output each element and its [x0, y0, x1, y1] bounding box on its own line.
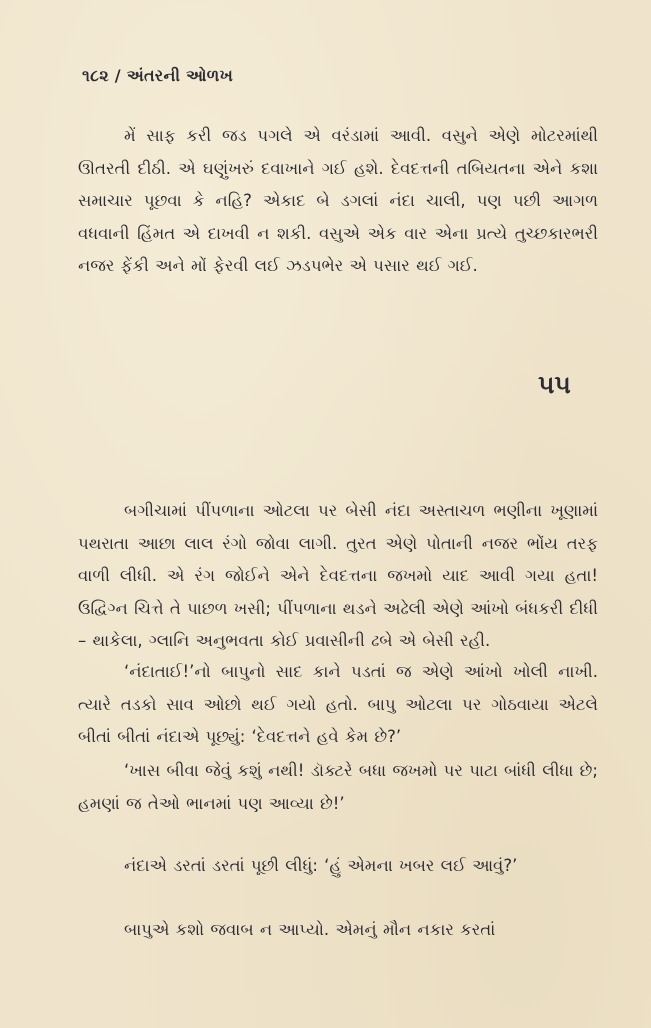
paragraph-5: નંદાએ ડરતાં ડરતાં પૂછી લીધું: ‘હું એમના ખબર લઈ આવું?’ [124, 856, 518, 875]
paragraph-3: ‘નંદાતાઈ!’નો બાપુનો સાદ કાને પડતાં જ એણે આંખો ખોલી નાખી. ત્યારે તડકો સાવ ઓછો થઈ ગયો હતો. બાપુ ઓટલા પર ગોઠવાયા એટલે બીતાં બીતાં નંદાએ પૂછ્યું: ‘દેવદત્તને હવે કેમ છે?’ [78, 662, 598, 746]
chapter-number: ૫૫ [538, 370, 571, 399]
running-header: ૧૮૨ / અંતરની ઓળખ [82, 66, 234, 85]
paragraph-1: મેં સાફ કરી જડ પગલે એ વરંડામાં આવી. વસુને એણે મોટરમાંથી ઊતરતી દીઠી. એ ઘણુંખરું દવાખાને ગઈ હશે. દેવદત્તની તબિયતના એને કશા સમાચાર પૂછવા કે નહિ? એકાદ બે ડગલાં નંદા ચાલી, પણ પછી આગળ વધવાની હિંમત એ દાખવી ન શકી. વસુએ એક વાર એના પ્રત્યે તુચ્છકારભરી નજર ફેંકી અને મોં ફેરવી લઈ ઝડપભેર એ પસાર થઈ ગઈ. [78, 126, 598, 275]
paragraph-4: ‘ખાસ બીવા જેવું કશું નથી! ડૉક્ટરે બધા જખમો પર પાટા બાંધી લીધા છે; હમણાં જ તેઓ ભાનમાં પણ આવ્યા છે!’ [78, 761, 598, 813]
paragraph-6: બાપુએ કશો જવાબ ન આપ્યો. એમનું મૌન નકાર કરતાં [124, 920, 496, 939]
paragraph-2: બગીચામાં પીંપળાના ઓટલા પર બેસી નંદા અસ્તાચળ ભણીના ખૂણામાં પથરાતા આછા લાલ રંગો જોવા લાગી. તુરત એણે પોતાની નજર ભોંય તરફ વાળી લીધી. એ રંગ જોઈને એને દેવદત્તના જખમો યાદ આવી ગયા હતા! ઉદ્વિગ્ન ચિત્તે તે પાછળ ખસી; પીંપળાના થડને અઢેલી એણે આંખો બંધકરી દીધી – થાકેલા, ગ્લાનિ અનુભવતા કોઈ પ્રવાસીની ઢબે એ બેસી રહી. [78, 501, 598, 650]
